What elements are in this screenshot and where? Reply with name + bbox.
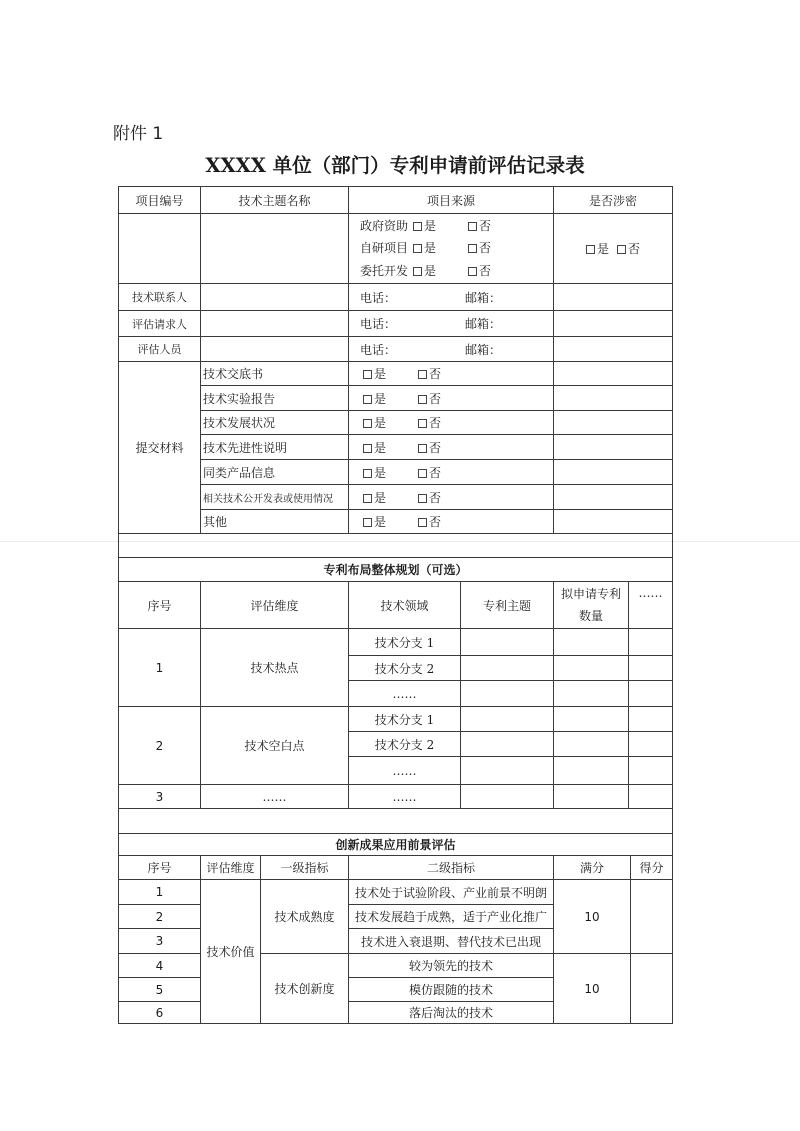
material-name: 同类产品信息	[201, 460, 349, 485]
option-no-label: 否	[429, 515, 442, 529]
blank-cell	[461, 757, 554, 785]
header-level1: 一级指标	[261, 856, 349, 880]
material-options	[349, 411, 554, 435]
blank-cell	[629, 681, 673, 707]
item-index: 1	[119, 880, 201, 905]
level2-indicator: 技术进入衰退期、替代技术已出现	[349, 929, 554, 954]
material-name: 技术先进性说明	[201, 435, 349, 460]
option-yes-label: 是	[374, 416, 387, 430]
option-no-label: 否	[429, 416, 442, 430]
material-options	[349, 362, 554, 386]
header-planned-count: 拟申请专利数量	[554, 582, 629, 629]
option-yes-label: 是	[424, 218, 437, 233]
level2-indicator: 技术发展趋于成熟，适于产业化推广	[349, 905, 554, 929]
layout-plan-title: 专利布局整体规划（可选）	[119, 558, 673, 582]
option-no	[418, 513, 473, 530]
checkbox-icon	[418, 494, 427, 503]
option-no-label: 否	[628, 242, 641, 256]
contact-info	[349, 315, 553, 332]
phone-label: 电话：	[360, 290, 397, 305]
checkbox-icon	[418, 370, 427, 379]
level2-indicator: 技术处于试验阶段、产业前景不明朗	[349, 880, 554, 905]
source-option-row	[360, 237, 553, 260]
blank-cell	[461, 707, 554, 732]
score-cell	[631, 954, 673, 1024]
blank-cell	[629, 785, 673, 809]
item-index: 4	[119, 954, 201, 978]
option-yes	[363, 513, 418, 530]
header-index: 序号	[119, 582, 201, 629]
option-yes	[413, 237, 468, 260]
field-cell: 技术分支 2	[349, 732, 461, 757]
blank-cell	[201, 284, 349, 311]
material-option-group	[349, 464, 553, 481]
contact-role: 技术联系人	[119, 284, 201, 311]
option-yes-label: 是	[374, 391, 387, 406]
project-row	[119, 214, 673, 284]
header-confidential: 是否涉密	[554, 187, 673, 214]
checkbox-icon	[363, 518, 372, 527]
layout-row	[119, 785, 673, 809]
contact-info	[349, 341, 553, 358]
checkbox-icon	[617, 245, 626, 254]
group-index: 1	[119, 629, 201, 707]
dimension-cell: 技术价值	[201, 880, 261, 1024]
option-no-label: 否	[479, 218, 492, 233]
option-no-label: 否	[479, 263, 492, 278]
option-no	[617, 240, 640, 257]
checkbox-icon	[363, 370, 372, 379]
checkbox-icon	[363, 444, 372, 453]
blank-cell	[461, 656, 554, 681]
group-dimension: 技术热点	[201, 629, 349, 707]
group-index: 3	[119, 785, 201, 809]
item-index: 6	[119, 1002, 201, 1024]
prospect-title: 创新成果应用前景评估	[119, 834, 673, 856]
checkbox-icon	[468, 222, 477, 231]
material-option-group	[349, 439, 553, 456]
option-yes-label: 是	[424, 241, 437, 256]
section-title-row	[119, 834, 673, 856]
checkbox-icon	[363, 395, 372, 404]
material-row	[119, 362, 673, 386]
contact-row	[119, 337, 673, 362]
blank-cell	[554, 785, 629, 809]
level2-indicator: 落后淘汰的技术	[349, 1002, 554, 1024]
blank-cell	[629, 757, 673, 785]
material-name: 技术发展状况	[201, 411, 349, 435]
contact-info-cell	[349, 337, 554, 362]
material-options	[349, 510, 554, 534]
blank-cell	[554, 386, 673, 411]
header-field: 技术领域	[349, 582, 461, 629]
confidential-cell	[554, 214, 673, 284]
full-score: 10	[554, 880, 631, 954]
contact-info-cell	[349, 311, 554, 337]
option-no	[418, 489, 473, 506]
option-no	[418, 464, 473, 481]
blank-cell	[554, 411, 673, 435]
option-no	[418, 390, 473, 407]
blank-cell	[201, 311, 349, 337]
blank-cell	[554, 362, 673, 386]
checkbox-icon	[363, 494, 372, 503]
phone-label: 电话：	[360, 342, 397, 357]
blank-cell	[554, 337, 673, 362]
option-no	[418, 414, 473, 431]
basic-header-row	[119, 187, 673, 214]
material-option-group	[349, 414, 553, 431]
checkbox-icon	[468, 267, 477, 276]
option-no	[418, 365, 473, 382]
blank-cell	[201, 337, 349, 362]
option-yes-label: 是	[374, 490, 387, 505]
material-name: 技术交底书	[201, 362, 349, 386]
email-label: 邮箱：	[465, 342, 502, 357]
field-cell: ……	[349, 681, 461, 707]
header-index: 序号	[119, 856, 201, 880]
blank-cell	[461, 629, 554, 656]
blank-cell	[554, 485, 673, 510]
option-no	[468, 237, 523, 260]
prospect-header-row	[119, 856, 673, 880]
option-yes-label: 是	[374, 515, 387, 529]
source-label: 自研项目	[360, 241, 409, 256]
field-cell: ……	[349, 785, 461, 809]
checkbox-icon	[413, 267, 422, 276]
header-topic-name: 技术主题名称	[201, 187, 349, 214]
header-score: 得分	[631, 856, 673, 880]
material-option-group	[349, 489, 553, 506]
contact-role: 评估请求人	[119, 311, 201, 337]
document-title: XXXX 单位（部门）专利申请前评估记录表	[205, 154, 585, 177]
blank-cell	[629, 707, 673, 732]
header-project-id: 项目编号	[119, 187, 201, 214]
option-yes	[363, 365, 418, 382]
checkbox-icon	[468, 244, 477, 253]
option-yes-label: 是	[374, 440, 387, 455]
topic-name-cell	[201, 214, 349, 284]
layout-plan-table	[118, 533, 673, 809]
layout-row	[119, 629, 673, 656]
option-yes-label: 是	[596, 242, 609, 256]
material-row	[119, 386, 673, 411]
level1-indicator: 技术创新度	[261, 954, 349, 1024]
material-row	[119, 411, 673, 435]
option-yes	[363, 439, 418, 456]
blank-cell	[554, 732, 629, 757]
source-label: 委托开发	[360, 263, 409, 278]
material-options	[349, 485, 554, 510]
checkbox-icon	[418, 469, 427, 478]
option-yes	[413, 215, 468, 238]
item-index: 3	[119, 929, 201, 954]
project-id-cell	[119, 214, 201, 284]
contact-row	[119, 311, 673, 337]
material-options	[349, 435, 554, 460]
blank-cell	[629, 732, 673, 757]
level1-indicator: 技术成熟度	[261, 880, 349, 954]
email-label: 邮箱：	[465, 290, 502, 305]
blank-cell	[554, 707, 629, 732]
evaluation-form	[118, 186, 672, 1024]
blank-cell	[554, 460, 673, 485]
blank-cell	[461, 732, 554, 757]
section-title-row	[119, 558, 673, 582]
header-topic: 专利主题	[461, 582, 554, 629]
contact-info-cell	[349, 284, 554, 311]
material-name: 其他	[201, 510, 349, 534]
material-name: 技术实验报告	[201, 386, 349, 411]
blank-cell	[461, 681, 554, 707]
material-options	[349, 386, 554, 411]
item-index: 5	[119, 978, 201, 1002]
option-no	[418, 439, 473, 456]
material-name: 相关技术公开发表或使用情况	[201, 485, 349, 510]
checkbox-icon	[418, 518, 427, 527]
field-cell: 技术分支 1	[349, 707, 461, 732]
prospect-row	[119, 880, 673, 905]
prospect-table	[118, 808, 673, 1024]
source-options	[349, 215, 553, 283]
option-yes	[586, 240, 609, 257]
blank-cell	[119, 534, 673, 558]
material-option-group	[349, 365, 553, 382]
option-yes	[363, 414, 418, 431]
option-yes	[363, 489, 418, 506]
level2-indicator: 较为领先的技术	[349, 954, 554, 978]
project-source-cell	[349, 214, 554, 284]
blank-cell	[554, 311, 673, 337]
header-more: ……	[629, 582, 673, 629]
group-dimension: ……	[201, 785, 349, 809]
option-no-label: 否	[429, 440, 442, 455]
blank-cell	[554, 435, 673, 460]
field-cell: ……	[349, 757, 461, 785]
header-full-score: 满分	[554, 856, 631, 880]
option-yes-label: 是	[374, 465, 387, 480]
header-dimension: 评估维度	[201, 582, 349, 629]
blank-cell	[629, 629, 673, 656]
checkbox-icon	[413, 222, 422, 231]
score-cell	[631, 880, 673, 954]
material-row	[119, 485, 673, 510]
material-row	[119, 460, 673, 485]
checkbox-icon	[413, 244, 422, 253]
option-yes	[363, 390, 418, 407]
source-option-row	[360, 215, 553, 238]
checkbox-icon	[363, 469, 372, 478]
option-yes-label: 是	[374, 367, 387, 381]
material-row	[119, 435, 673, 460]
spacer-row	[119, 534, 673, 558]
header-dimension: 评估维度	[201, 856, 261, 880]
blank-cell	[554, 656, 629, 681]
basic-info-table	[118, 186, 673, 534]
layout-header-row	[119, 582, 673, 629]
source-label: 政府资助	[360, 218, 409, 233]
option-no-label: 否	[479, 241, 492, 256]
contact-info	[349, 289, 553, 306]
blank-cell	[554, 510, 673, 534]
header-level2: 二级指标	[349, 856, 554, 880]
phone-label: 电话：	[360, 317, 397, 331]
checkbox-icon	[418, 444, 427, 453]
material-option-group	[349, 390, 553, 407]
blank-cell	[554, 629, 629, 656]
layout-row	[119, 707, 673, 732]
blank-cell	[119, 809, 673, 834]
checkbox-icon	[586, 245, 595, 254]
checkbox-icon	[363, 419, 372, 428]
group-dimension: 技术空白点	[201, 707, 349, 785]
option-no	[468, 260, 523, 283]
blank-cell	[554, 681, 629, 707]
source-option-row	[360, 260, 553, 283]
option-yes	[413, 260, 468, 283]
field-cell: 技术分支 2	[349, 656, 461, 681]
field-cell: 技术分支 1	[349, 629, 461, 656]
contact-row	[119, 284, 673, 311]
option-yes-label: 是	[424, 263, 437, 278]
materials-label: 提交材料	[119, 362, 201, 534]
option-no-label: 否	[429, 490, 442, 505]
blank-cell	[554, 284, 673, 311]
material-option-group	[349, 513, 553, 530]
blank-cell	[461, 785, 554, 809]
option-no-label: 否	[429, 465, 442, 480]
option-no-label: 否	[429, 367, 442, 381]
option-yes	[363, 464, 418, 481]
option-no	[468, 215, 523, 238]
material-row	[119, 510, 673, 534]
material-options	[349, 460, 554, 485]
checkbox-icon	[418, 395, 427, 404]
checkbox-icon	[418, 419, 427, 428]
blank-cell	[629, 656, 673, 681]
email-label: 邮箱：	[465, 317, 502, 331]
scan-artifact-line	[0, 541, 800, 542]
level2-indicator: 模仿跟随的技术	[349, 978, 554, 1002]
contact-role: 评估人员	[119, 337, 201, 362]
full-score: 10	[554, 954, 631, 1024]
spacer-row	[119, 809, 673, 834]
blank-cell	[554, 757, 629, 785]
group-index: 2	[119, 707, 201, 785]
option-no-label: 否	[429, 391, 442, 406]
attachment-label: 附件 1	[113, 124, 164, 144]
header-project-source: 项目来源	[349, 187, 554, 214]
item-index: 2	[119, 905, 201, 929]
